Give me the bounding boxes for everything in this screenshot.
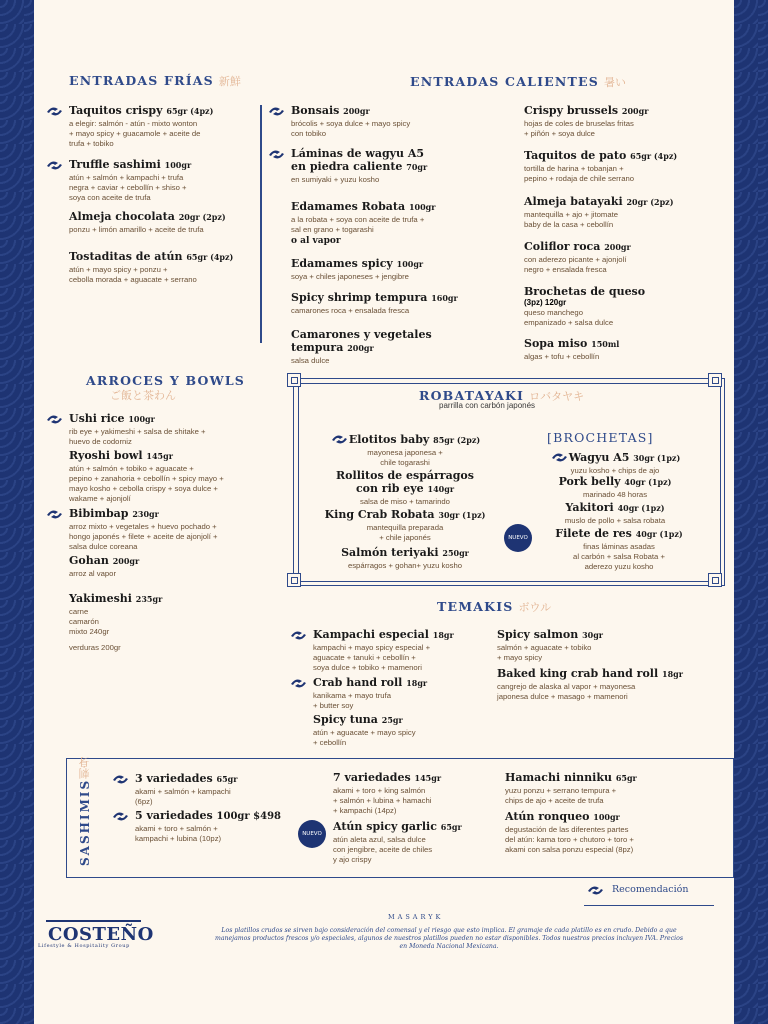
menu-item: Pork belly 40gr (1pz) marinado 48 horas <box>558 475 672 499</box>
menu-item: 3 variedades 65gr akami + salmón + kampachi (6pz) <box>135 772 315 807</box>
menu-item: 5 variedades 100gr $498 akami + toro + salmón + kampachi + lubina (10pz) <box>135 809 315 844</box>
recommendation-icon <box>586 884 605 897</box>
costeno-logo: COSTEÑO <box>48 924 154 945</box>
recommendation-icon <box>45 159 64 172</box>
menu-item: Truffle sashimi 100gr atún + salmón + kampachi + trufa negra + caviar + cebollín + shiso + soya con aceite de trufa <box>69 158 259 203</box>
frame-corner <box>287 373 301 387</box>
column-divider <box>260 105 262 343</box>
menu-item: Elotitos baby 85gr (2pz) mayonesa japonesa + chile togarashi <box>310 430 500 468</box>
recommendation-icon <box>267 148 286 161</box>
menu-item: Ryoshi bowl 145gr atún + salmón + tobiko + aguacate + pepino + zanahoria + cebollín + spicy mayo + mayo kosho + cebolla crispy + soya dulce + wakame + ajonjolí <box>69 449 224 503</box>
recommendation-icon <box>267 105 286 118</box>
menu-item: Taquitos de pato 65gr (4pz) tortilla de harina + tobanjan + pepino + rodaja de chile serrano <box>524 149 678 183</box>
recommendation-icon <box>111 810 130 823</box>
menu-item: Brochetas de queso (3pz) 120gr queso manchego empanizado + salsa dulce <box>524 285 646 327</box>
nuevo-badge: NUEVO <box>298 820 326 848</box>
menu-item: Yakitori 40gr (1pz) muslo de pollo + salsa robata <box>564 501 666 525</box>
section-robatayaki: ROBATAYAKI ロバタヤキ <box>419 388 585 403</box>
section-brochetas: [BROCHETAS] <box>547 430 654 445</box>
recommendation-icon <box>45 105 64 118</box>
robatayaki-subtitle: parrilla con carbón japonés <box>439 401 536 410</box>
section-arroces: ARROCES Y BOWLS <box>86 373 246 388</box>
menu-item: Atún spicy garlic 65gr atún aleta azul, salsa dulce con jengibre, aceite de chiles y ajo crispy <box>333 820 462 864</box>
menu-item: Wagyu A5 30gr (1pz) yuzu kosho + chips de ajo <box>520 448 710 476</box>
recommendation-icon <box>289 629 308 642</box>
menu-item: Almeja chocolata 20gr (2pz) ponzu + limón amarillo + aceite de trufa <box>69 210 226 234</box>
legend-divider <box>584 905 714 906</box>
menu-item: Crab hand roll 18gr kanikama + mayo trufa + butter soy <box>313 676 493 711</box>
frame-corner <box>287 573 301 587</box>
menu-item: verduras 200gr <box>69 643 121 652</box>
nuevo-badge: NUEVO <box>504 524 532 552</box>
menu-item: Hamachi ninniku 65gr yuzu ponzu + serrano tempura + chips de ajo + aceite de trufa <box>505 771 637 805</box>
menu-item: Yakimeshi 235gr carne camarón mixto 240gr <box>69 592 163 636</box>
menu-item: Spicy salmon 30gr salmón + aguacate + tobiko + mayo spicy <box>497 628 604 662</box>
section-temakis: TEMAKIS ボウル <box>437 599 552 614</box>
menu-item: Kampachi especial 18gr kampachi + mayo spicy especial + aguacate + tanuki + cebollín + soya dulce + tobiko + mamenori <box>313 628 493 673</box>
right-pattern-border <box>734 0 768 1024</box>
menu-item: Gohan 200gr arroz al vapor <box>69 554 140 578</box>
menu-item: Rollitos de espárragos con rib eye 140gr salsa de miso + tamarindo <box>336 469 474 506</box>
menu-item: Bonsais 200gr brócolis + soya dulce + mayo spicy con tobiko <box>291 104 491 139</box>
recommendation-icon <box>45 508 64 521</box>
recommendation-icon <box>289 677 308 690</box>
section-entradas-calientes: ENTRADAS CALIENTES 暑い <box>410 74 626 89</box>
menu-item: Camarones y vegetales tempura 200gr salsa dulce <box>291 328 432 365</box>
menu-item: 7 variedades 145gr akami + toro + king salmón + salmón + lubina + hamachi + kampachi (14pz) <box>333 771 442 815</box>
location-label: MASARYK <box>388 913 444 921</box>
menu-item: Crispy brussels 200gr hojas de coles de bruselas fritas + piñón + soya dulce <box>524 104 649 138</box>
frame-corner <box>708 573 722 587</box>
menu-item: Taquitos crispy 65gr (4pz) a elegir: salmón - atún - mixto wonton + mayo spicy + guacamole + aceite de trufa + tobiko <box>69 104 259 149</box>
logo-subtitle: Lifestyle & Hospitality Group <box>38 943 130 949</box>
menu-item: Tostaditas de atún 65gr (4pz) atún + mayo spicy + ponzu + cebolla morada + aguacate + serrano <box>69 250 234 284</box>
menu-item: Salmón teriyaki 250gr espárragos + gohan+ yuzu kosho <box>341 546 469 570</box>
section-sashimis: SASHIMIS刺身 <box>78 756 92 866</box>
menu-item: Spicy tuna 25gr atún + aguacate + mayo spicy + cebollín <box>313 713 416 747</box>
menu-item: Atún ronqueo 100gr degustación de las diferentes partes del atún: kama toro + chutoro + toro + akami con salsa ponzu especial (8pz) <box>505 810 634 854</box>
menu-item: Filete de res 40gr (1pz) finas láminas asadas al carbón + salsa Robata + aderezo yuzu kosho <box>555 527 683 571</box>
menu-item: Edamames Robata 100gr a la robata + soya con aceite de trufa + sal en grano + togarashi o al vapor <box>291 200 436 246</box>
logo-divider <box>46 920 141 922</box>
section-entradas-frias: ENTRADAS FRÍAS 新鮮 <box>69 73 241 88</box>
menu-item: Bibimbap 230gr arroz mixto + vegetales + huevo pochado + hongo japonés + filete + aceite de ajonjolí + salsa dulce coreana <box>69 507 284 552</box>
menu-item: Láminas de wagyu A5 en piedra caliente 70gr en sumiyaki + yuzu kosho <box>291 147 491 185</box>
frame-corner <box>708 373 722 387</box>
menu-item: Coliflor roca 200gr con aderezo picante + ajonjolí negro + ensalada fresca <box>524 240 631 274</box>
menu-item: Sopa miso 150ml algas + tofu + cebollín <box>524 337 620 361</box>
menu-item: Edamames spicy 100gr soya + chiles japoneses + jengibre <box>291 257 424 281</box>
recommendation-icon <box>550 451 569 464</box>
section-arroces-jp: ご飯と茶わん <box>110 389 176 402</box>
menu-item: Spicy shrimp tempura 160gr camarones roca + ensalada fresca <box>291 291 458 315</box>
menu-item: King Crab Robata 30gr (1pz) mantequilla preparada + chile japonés <box>324 508 486 542</box>
recommendation-icon <box>330 433 349 446</box>
recommendation-icon <box>45 413 64 426</box>
menu-page <box>34 0 734 1024</box>
left-pattern-border <box>0 0 34 1024</box>
recommendation-legend: Recomendación <box>612 884 689 895</box>
menu-item: Baked king crab hand roll 18gr cangrejo de alaska al vapor + mayonesa japonesa dulce + masago + mamenori <box>497 667 683 701</box>
disclaimer-text: Los platillos crudos se sirven bajo consideración del comensal y el riesgo que esto implica. El gramaje de cada platillo es en crudo. Debido a que manejamos productos frescos y/o especiales, algunos de nuestros platillos pueden no estar disponibles. Todos nuestros precios incluyen IVA. Precios en Moneda Nacional Mexicana. <box>214 927 684 950</box>
menu-item: Ushi rice 100gr rib eye + yakimeshi + salsa de shitake + huevo de codorniz <box>69 412 279 447</box>
menu-item: Almeja batayaki 20gr (2pz) mantequilla + ajo + jitomate baby de la casa + cebollín <box>524 195 674 229</box>
recommendation-icon <box>111 773 130 786</box>
